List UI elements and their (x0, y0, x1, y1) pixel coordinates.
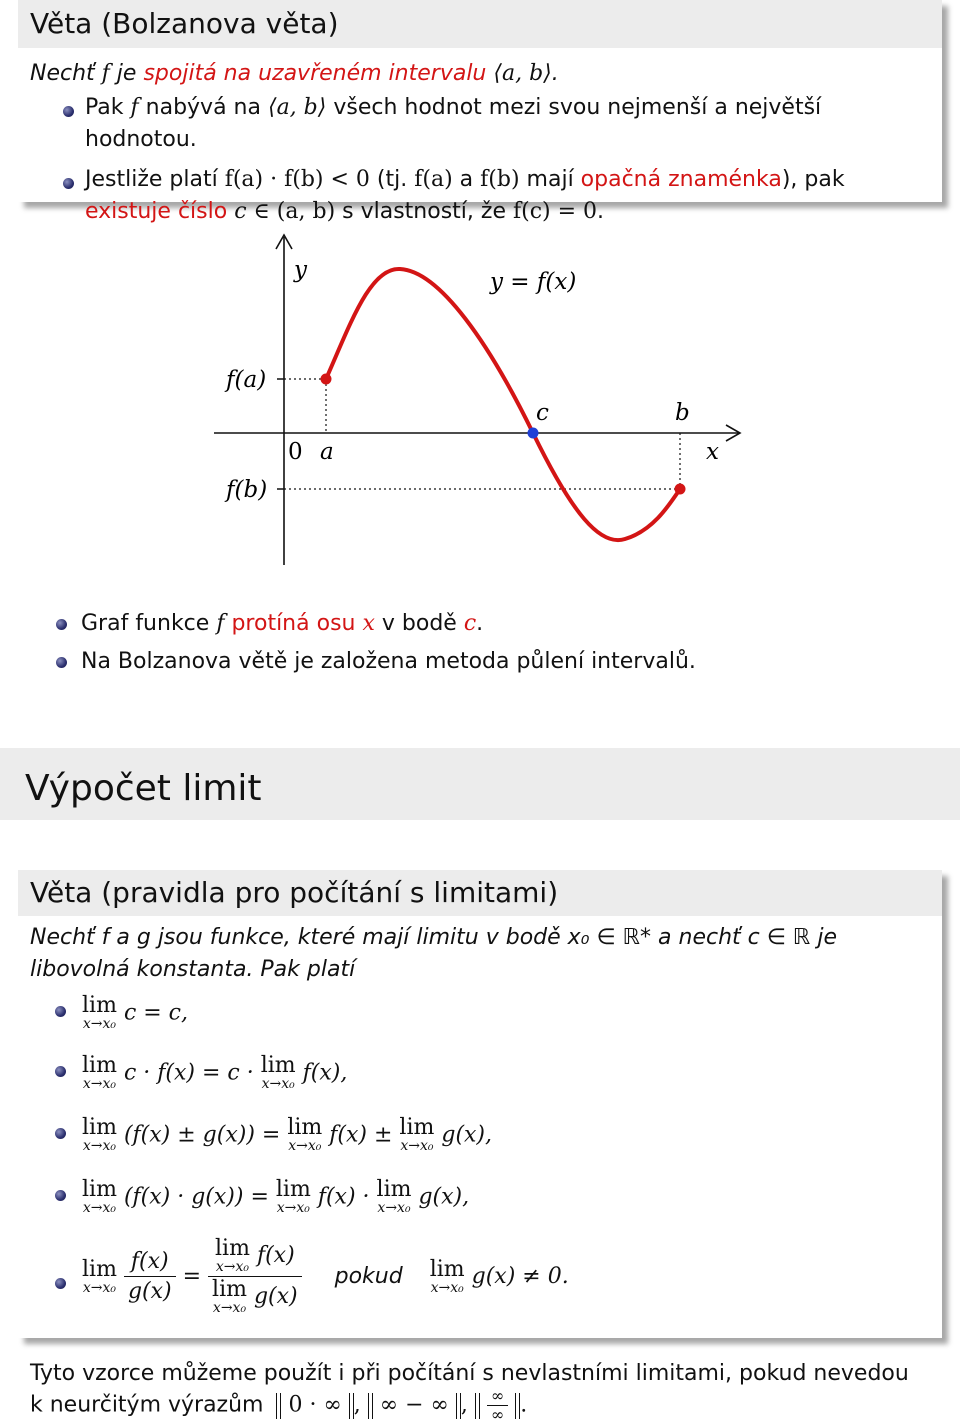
point-a (321, 374, 332, 385)
footer-line: Tyto vzorce můžeme použít i při počítání s nevlastními limitami, pokud nevedou (30, 1361, 909, 1386)
symbol-c: c (234, 199, 247, 224)
text: mají (519, 167, 581, 192)
c-label: c (536, 400, 549, 426)
symbol-c: c (463, 611, 477, 636)
rule-constant (82, 995, 188, 1031)
intro-text-2: je (109, 61, 144, 86)
emphasis: protíná osu (224, 611, 363, 636)
lim-text: lim (212, 1277, 247, 1302)
numerator (208, 1238, 302, 1277)
denominator-gx: g(x) (253, 1284, 298, 1309)
bullet-icon (55, 1128, 66, 1139)
x-axis-label: x (706, 439, 719, 465)
text: nabývá na (138, 95, 268, 120)
rule-text: g(x), (441, 1122, 493, 1148)
text: (tj. (369, 167, 415, 192)
numerator: ∞ (487, 1389, 508, 1406)
bolzano-theorem-block (18, 0, 942, 224)
point-b (675, 484, 686, 495)
point-c (528, 428, 539, 439)
rule-text: c = c, (123, 1000, 188, 1026)
footer-text: k neurčitým výrazům (30, 1392, 264, 1418)
lim-sub: x→x₀ (82, 1279, 117, 1296)
a-label: a (320, 439, 334, 465)
bullet-icon (56, 657, 67, 668)
rule-scalar (82, 1055, 347, 1091)
equals: = (182, 1264, 202, 1289)
y-axis-label: y (294, 257, 307, 283)
lim-sub: x→x₀ (82, 1200, 117, 1216)
intro-period: . (551, 61, 559, 86)
origin-label: 0 (288, 439, 303, 465)
list-item (30, 164, 930, 228)
lim-sub: x→x₀ (261, 1076, 295, 1092)
bullet-icon (63, 178, 74, 189)
rule-quotient (82, 1238, 569, 1315)
indeterminate-expr: 0 · ∞ (288, 1392, 342, 1418)
lim-text: lim (260, 1053, 296, 1078)
numerator-fx: f(x) (256, 1243, 295, 1268)
list-item (0, 643, 960, 681)
limit-operator (82, 1179, 117, 1215)
rule-text: g(x), (418, 1184, 470, 1210)
text: Pak (85, 95, 131, 120)
denominator: ∞ (490, 1405, 505, 1424)
indeterminate-expr: ∞ − ∞ (379, 1392, 449, 1418)
lim-text: lim (82, 1115, 117, 1140)
formula: ∈ (a, b) (246, 199, 336, 224)
lim-sub: x→x₀ (400, 1138, 434, 1154)
intro-text: Nechť (30, 61, 102, 86)
formula: f(c) = 0 (512, 199, 598, 224)
limit-operator (276, 1179, 311, 1215)
lim-sub: x→x₀ (377, 1200, 411, 1216)
limit-operator (82, 1256, 117, 1296)
list-item (30, 92, 930, 156)
bullet-icon (55, 1190, 66, 1201)
formula: f(a) · f(b) < 0 (224, 167, 370, 192)
rule-text: (f(x) ± g(x)) = (123, 1122, 281, 1148)
theorem-title: Věta (pravidla pro počítání s limitami) (18, 870, 942, 916)
symbol-x: x (362, 611, 375, 636)
bullet-icon (56, 619, 67, 630)
emphasis: opačná znaménka (580, 167, 782, 192)
symbol-f: f (130, 95, 139, 120)
numerator: f(x) (124, 1249, 176, 1277)
rule-text: c · f(x) = c · (123, 1060, 254, 1086)
intro-line: libovolná konstanta. Pak platí (30, 957, 356, 982)
symbol-f: f (216, 611, 225, 636)
rule-sum (82, 1117, 492, 1153)
condition-text: g(x) ≠ 0. (471, 1264, 569, 1289)
lim-sub: x→x₀ (212, 1300, 247, 1316)
rule-text: f(x), (302, 1060, 348, 1086)
limit-fraction (208, 1238, 302, 1315)
function-label: y = f(x) (490, 269, 577, 295)
bracket-icon (475, 1393, 480, 1419)
formula: f(b) (480, 167, 520, 192)
list-item (0, 605, 960, 643)
footer-line: k neurčitým výrazům 0 · ∞ , ∞ − ∞ , $\frac{\infty}{\infty}$ . (30, 1386, 528, 1424)
limit-operator (429, 1256, 465, 1296)
footer-note (30, 1358, 940, 1422)
condition-word: pokud (334, 1264, 403, 1289)
denominator: g(x) (127, 1279, 172, 1304)
text: Jestliže platí (85, 167, 225, 192)
lim-text: lim (399, 1115, 435, 1140)
lim-text: lim (82, 1256, 117, 1282)
lim-text: lim (376, 1177, 412, 1202)
b-label: b (675, 400, 690, 426)
text: Graf funkce (81, 611, 217, 636)
limit-operator (82, 1117, 117, 1153)
text: . (597, 199, 605, 224)
text: s vlastností, že (335, 199, 513, 224)
lim-text: lim (429, 1256, 465, 1282)
graph-notes (0, 605, 960, 681)
text: ), pak (781, 167, 845, 192)
theorem-title: Věta (Bolzanova věta) (18, 0, 942, 48)
limit-operator (399, 1117, 434, 1153)
limit-operator (377, 1179, 412, 1215)
bracket-icon (368, 1393, 373, 1419)
lim-sub: x→x₀ (276, 1200, 310, 1216)
rule-product (82, 1179, 469, 1215)
text: . (476, 611, 484, 636)
bullet-icon (55, 1006, 66, 1017)
emphasis: existuje číslo (85, 199, 228, 224)
limit-operator (82, 1055, 117, 1091)
lim-text: lim (275, 1177, 311, 1202)
lim-sub: x→x₀ (82, 1016, 117, 1032)
rule-text: (f(x) · g(x)) = (123, 1184, 269, 1210)
interval-ab: ⟨a, b⟩ (267, 95, 327, 120)
bullet-icon (55, 1066, 66, 1077)
lim-sub: x→x₀ (82, 1138, 117, 1154)
quotient-fraction (124, 1249, 176, 1304)
section-title: Výpočet limit (0, 748, 960, 820)
text: Na Bolzanova větě je založena metoda půlení intervalů. (81, 649, 696, 674)
lim-text: lim (287, 1115, 323, 1140)
rule-text: f(x) · (317, 1184, 370, 1210)
limit-operator (215, 1238, 250, 1274)
lim-sub: x→x₀ (288, 1138, 322, 1154)
fa-label: f(a) (226, 367, 267, 393)
bullet-icon (63, 106, 74, 117)
fb-label: f(b) (226, 477, 268, 503)
intro-line: Nechť f a g jsou funkce, které mají limitu v bodě x₀ ∈ ℝ* a nechť c ∈ ℝ je (30, 925, 837, 950)
lim-text: lim (82, 1177, 117, 1202)
limit-operator (212, 1279, 247, 1315)
text: všech hodnot mezi svou nejmenší a největší hodnotou. (85, 95, 822, 152)
lim-text: lim (215, 1236, 250, 1261)
function-curve (326, 269, 680, 540)
lim-sub: x→x₀ (430, 1279, 464, 1296)
bracket-icon (276, 1393, 281, 1419)
lim-sub: x→x₀ (215, 1259, 250, 1275)
bullet-icon (55, 1278, 66, 1289)
symbol-f: f (101, 61, 110, 86)
lim-text: lim (82, 1053, 117, 1078)
bolzano-graph (200, 225, 760, 570)
rule-text: f(x) ± (329, 1122, 393, 1148)
formula: f(a) (414, 167, 453, 192)
theorem-intro (30, 922, 837, 986)
theorem-intro (30, 58, 930, 90)
lim-text: lim (82, 993, 117, 1018)
lim-sub: x→x₀ (82, 1076, 117, 1092)
limit-operator (82, 995, 117, 1031)
theorem-body (18, 48, 942, 238)
text: v bodě (374, 611, 464, 636)
denominator (208, 1277, 302, 1315)
emphasis-continuous: spojitá na uzavřeném intervalu (143, 61, 487, 86)
interval-ab: ⟨a, b⟩ (493, 61, 552, 86)
indeterminate-fraction (487, 1386, 508, 1424)
limit-operator (287, 1117, 322, 1153)
limit-operator (261, 1055, 296, 1091)
text: a (452, 167, 481, 192)
